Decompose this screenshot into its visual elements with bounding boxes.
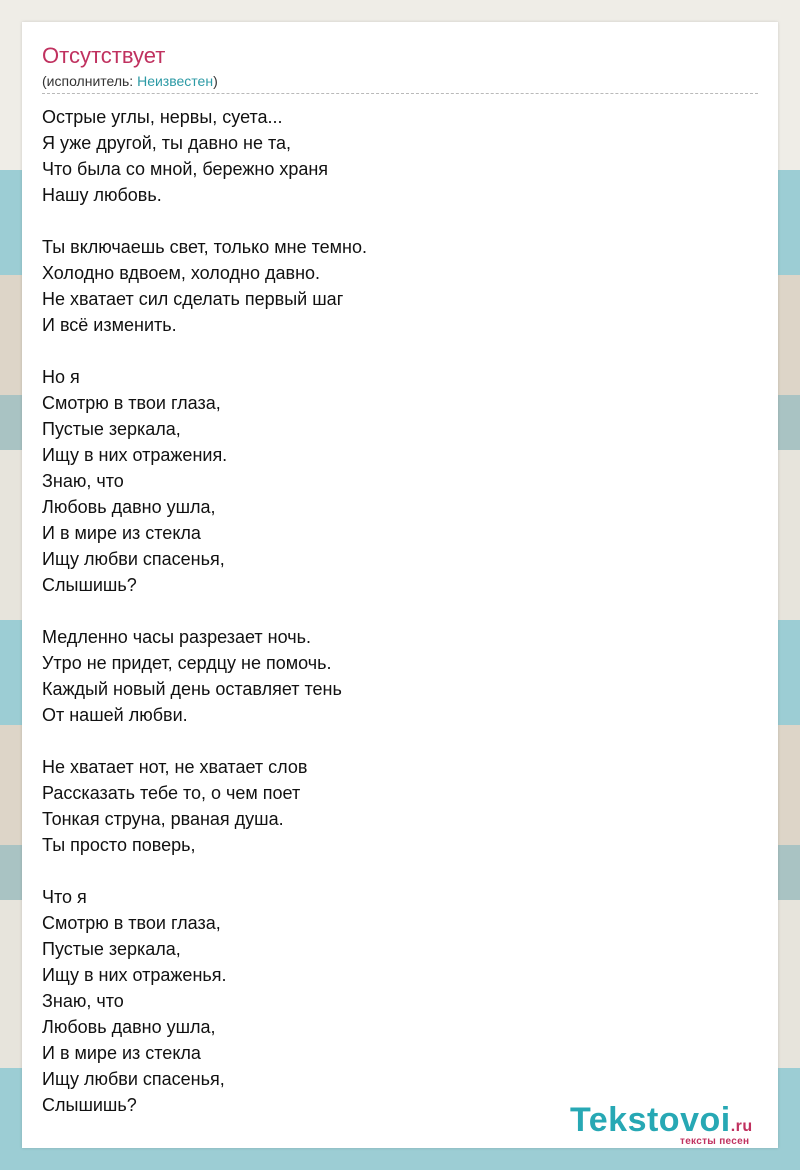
lyrics-stanza-break bbox=[42, 338, 758, 364]
lyrics-line: Пустые зеркала, bbox=[42, 939, 181, 959]
lyrics-line: Знаю, что bbox=[42, 471, 124, 491]
artist-suffix: ) bbox=[213, 73, 218, 89]
lyrics-line: Не хватает нот, не хватает слов bbox=[42, 757, 308, 777]
lyrics-line: И в мире из стекла bbox=[42, 523, 201, 543]
lyrics-line: Тонкая струна, рваная душа. bbox=[42, 809, 284, 829]
lyrics-line: Ты просто поверь, bbox=[42, 835, 196, 855]
lyrics-line: Слышишь? bbox=[42, 1095, 137, 1115]
lyrics-stanza-break bbox=[42, 208, 758, 234]
lyrics-line: Я уже другой, ты давно не та, bbox=[42, 133, 292, 153]
lyrics-line: Знаю, что bbox=[42, 991, 124, 1011]
lyrics-line: Смотрю в твои глаза, bbox=[42, 913, 221, 933]
lyrics-stanza-break bbox=[42, 728, 758, 754]
artist-prefix: (исполнитель: bbox=[42, 73, 138, 89]
lyrics-line: Острые углы, нервы, суета... bbox=[42, 107, 283, 127]
lyrics-stanza-break bbox=[42, 598, 758, 624]
lyrics-line: Но я bbox=[42, 367, 80, 387]
lyrics-line: Рассказать тебе то, о чем поет bbox=[42, 783, 301, 803]
logo-tld: .ru bbox=[730, 1118, 753, 1135]
lyrics-card bbox=[22, 22, 778, 1148]
lyrics-line: От нашей любви. bbox=[42, 705, 188, 725]
dashed-divider bbox=[42, 93, 758, 94]
lyrics-line: Ищу любви спасенья, bbox=[42, 549, 225, 569]
lyrics-line: Холодно вдвоем, холодно давно. bbox=[42, 263, 321, 283]
lyrics-line: Утро не придет, сердцу не помочь. bbox=[42, 653, 332, 673]
lyrics-line: Пустые зеркала, bbox=[42, 419, 181, 439]
lyrics-line: И всё изменить. bbox=[42, 315, 177, 335]
artist-line bbox=[42, 72, 218, 90]
lyrics-line: Не хватает сил сделать первый шаг bbox=[42, 289, 344, 309]
lyrics-line: Ищу в них отраженья. bbox=[42, 965, 227, 985]
lyrics-line: Ты включаешь свет, только мне темно. bbox=[42, 237, 367, 257]
lyrics-line: Смотрю в твои глаза, bbox=[42, 393, 221, 413]
lyrics-line: Любовь давно ушла, bbox=[42, 497, 216, 517]
song-title: Отсутствует bbox=[42, 43, 166, 68]
lyrics-stanza-break bbox=[42, 858, 758, 884]
lyrics-line: Что была со мной, бережно храня bbox=[42, 159, 329, 179]
lyrics-line: Слышишь? bbox=[42, 575, 137, 595]
logo-tagline: тексты песен bbox=[680, 1136, 750, 1147]
lyrics-body bbox=[42, 104, 758, 1118]
lyrics-line: Каждый новый день оставляет тень bbox=[42, 679, 342, 699]
lyrics-line: Нашу любовь. bbox=[42, 185, 162, 205]
lyrics-line: Медленно часы разрезает ночь. bbox=[42, 627, 311, 647]
lyrics-line: Ищу в них отражения. bbox=[42, 445, 228, 465]
lyrics-line: Любовь давно ушла, bbox=[42, 1017, 216, 1037]
tekstovoi-logo[interactable] bbox=[570, 1102, 780, 1152]
lyrics-line: Ищу любви спасенья, bbox=[42, 1069, 225, 1089]
artist-link[interactable]: Неизвестен bbox=[137, 73, 214, 89]
lyrics-line: И в мире из стекла bbox=[42, 1043, 201, 1063]
logo-name: Tekstovoi bbox=[570, 1101, 731, 1139]
lyrics-line: Что я bbox=[42, 887, 87, 907]
